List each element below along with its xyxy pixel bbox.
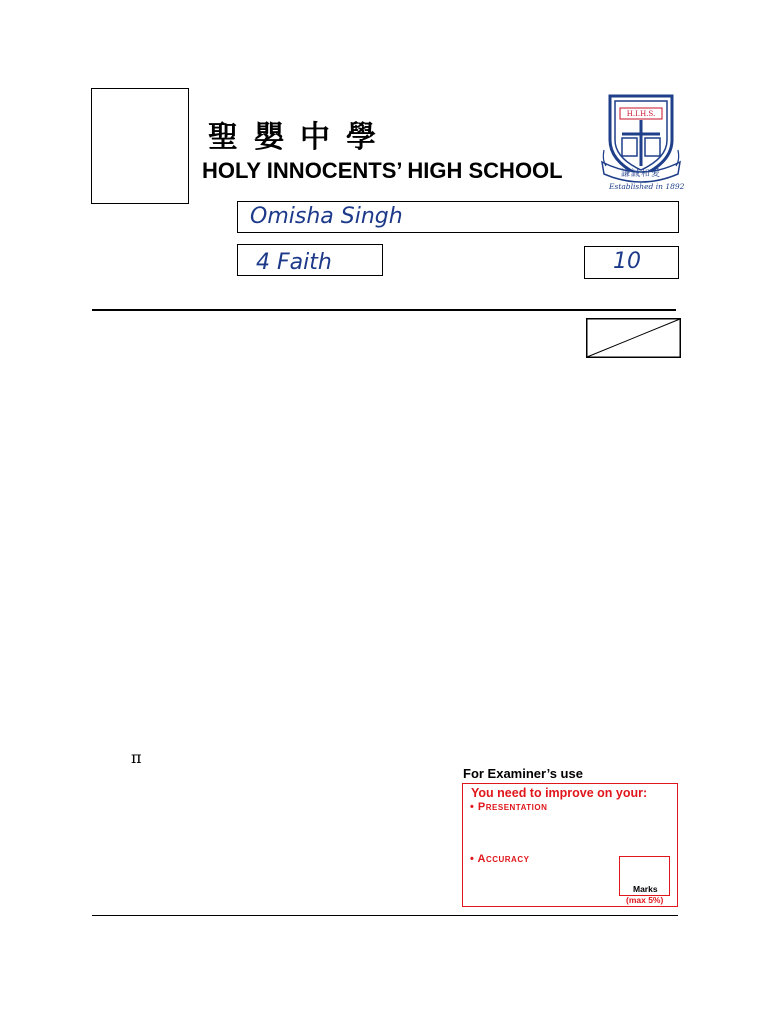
pi-symbol: π [131,748,142,767]
student-name-value: Omisha Singh [250,204,403,229]
crest-motto: 謙誠和愛 [620,169,661,179]
marks-label: Marks [633,884,658,894]
class-number-value: 10 [613,249,641,274]
class-value: 4 Faith [256,250,332,275]
feedback-item-accuracy: • Accuracy [470,853,530,865]
examiner-feedback-title: You need to improve on your: [471,786,648,800]
header-divider [92,309,676,311]
examiner-feedback-box [462,783,678,907]
footer-divider [92,915,678,916]
school-chinese-name: 聖嬰中學 [208,120,392,155]
crest-established: Established in 1892 [609,182,685,191]
crest-initials: H.I.H.S. [626,110,656,118]
marks-note: (max 5%) [626,895,664,905]
feedback-item-presentation: • Presentation [470,801,548,813]
score-box[interactable] [586,318,681,358]
examiner-heading: For Examiner’s use [463,766,583,781]
photo-box [91,88,189,204]
school-name: HOLY INNOCENTS’ HIGH SCHOOL [202,158,563,183]
